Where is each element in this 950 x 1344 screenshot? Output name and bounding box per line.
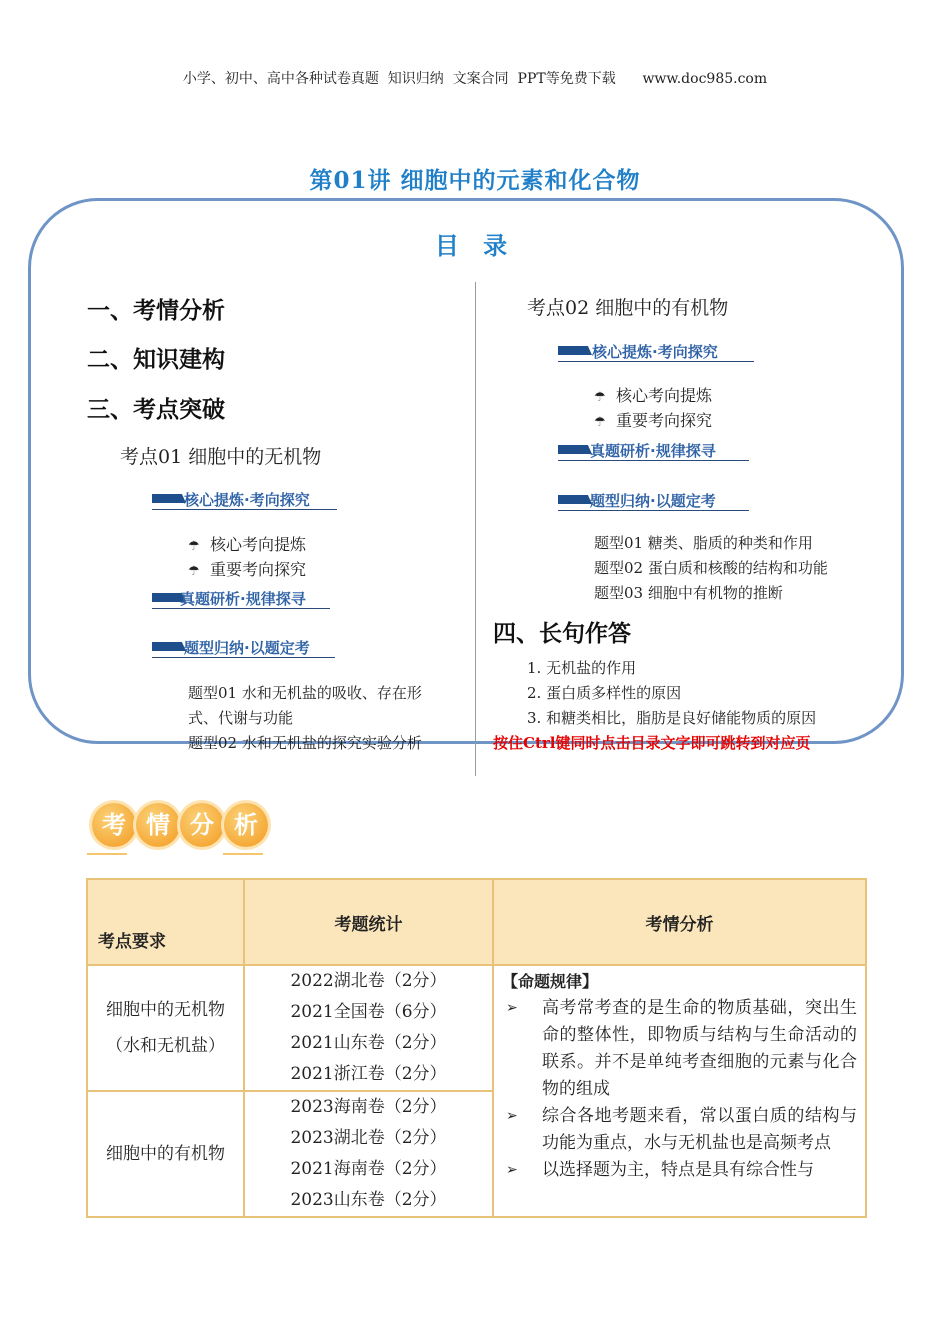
stats-cell: [244, 965, 493, 1091]
stats-cell: [244, 1091, 493, 1217]
point-text: 综合各地考题来看，常以蛋白质的结构与功能为重点，水与无机盐也是高频考点: [542, 1106, 857, 1153]
bullet-label: 核心考向提炼: [210, 535, 307, 554]
toc-link-kaodian-01[interactable]: 考点01 细胞中的无机物: [120, 446, 322, 468]
requirement-line: （水和无机盐）: [106, 1036, 225, 1056]
toc-link-real-2[interactable]: [558, 440, 749, 461]
badge-char-4: 析: [224, 803, 268, 847]
point-text: 高考常考查的是生命的物质基础，突出生命的整体性，即物质与结构与生命活动的联系。并不是单纯考查细胞的元素与化合物的组成: [542, 998, 857, 1099]
bar-label: 真题研析·规律探寻: [180, 590, 306, 608]
toc-link-types-2[interactable]: [558, 490, 749, 511]
point-text: 以选择题为主，特点是具有综合性与: [542, 1160, 814, 1180]
badge-char-2: 情: [136, 803, 180, 847]
toc-link-core-tips-2[interactable]: [594, 383, 712, 406]
bar-marker: [558, 346, 592, 355]
bar-label: 核心提炼·考向探究: [592, 343, 718, 361]
stat-line: 2021浙江卷（2分）: [290, 1064, 447, 1084]
bar-marker: [152, 642, 186, 651]
badge-underline-left: [87, 853, 127, 855]
toc-link-type2-01[interactable]: 题型01 糖类、脂质的种类和作用: [594, 534, 813, 552]
toc-link-type-01a[interactable]: 题型01 水和无机盐的吸收、存在形: [188, 684, 422, 702]
toc-link-core-tips-1[interactable]: [188, 532, 306, 555]
toc-link-core-1[interactable]: [152, 489, 337, 510]
toc-link-long-answer[interactable]: 四、长句作答: [493, 620, 631, 647]
list-item: [502, 995, 857, 1103]
toc-link-type-01b[interactable]: 式、代谢与功能: [188, 709, 294, 727]
page-header: 小学、初中、高中各种试卷真题 知识归纳 文案合同 PPT等免费下载 www.doc985.com: [182, 71, 768, 87]
requirement-line: 细胞中的无机物: [106, 1000, 225, 1020]
umbrella-icon: ☂: [594, 390, 606, 405]
stat-line: 2022湖北卷（2分）: [290, 971, 447, 991]
header-requirement: 考点要求: [87, 879, 244, 965]
header-analysis: 考情分析: [493, 879, 866, 965]
requirement-line: 细胞中的有机物: [106, 1144, 225, 1164]
requirement-cell: [87, 1091, 244, 1217]
badge-char-3: 分: [180, 803, 224, 847]
stat-line: 2023湖北卷（2分）: [290, 1128, 447, 1148]
toc-link-core-2[interactable]: [558, 341, 754, 362]
badge-char-1: 考: [92, 803, 136, 847]
bullet-label: 重要考向探究: [616, 411, 713, 430]
toc-link-type2-02[interactable]: 题型02 蛋白质和核酸的结构和功能: [594, 559, 828, 577]
toc-frame: [28, 198, 904, 744]
bar-label: 核心提炼·考向探究: [184, 491, 310, 509]
toc-link-kaodian-02[interactable]: 考点02 细胞中的有机物: [527, 297, 729, 319]
badge-underline-right: [223, 853, 263, 855]
bullet-label: 重要考向探究: [210, 560, 307, 579]
analysis-list: [502, 995, 857, 1184]
toc-link-breakthrough[interactable]: 三、考点突破: [87, 396, 225, 423]
bar-label: 题型归纳·以题定考: [184, 639, 310, 657]
kaoqing-badge: [87, 803, 267, 859]
toc-link-type-02[interactable]: 题型02 水和无机盐的探究实验分析: [188, 734, 422, 752]
umbrella-icon: ☂: [188, 539, 200, 554]
bar-marker: [152, 494, 186, 503]
table-row: [87, 965, 866, 1091]
bullet-label: 核心考向提炼: [616, 386, 713, 405]
table-header-row: [87, 879, 866, 965]
toc-link-explore-1[interactable]: [188, 557, 306, 580]
analysis-cell: [493, 965, 866, 1217]
header-stats: 考题统计: [244, 879, 493, 965]
toc-title: 目 录: [434, 231, 516, 260]
stat-line: 2021全国卷（6分）: [290, 1002, 447, 1022]
stat-line: 2021山东卷（2分）: [290, 1033, 447, 1053]
stat-line: 2021海南卷（2分）: [290, 1159, 447, 1179]
toc-link-types-1[interactable]: [152, 637, 335, 658]
list-item: [502, 1157, 857, 1184]
arrow-bullet-icon: ➢: [506, 1108, 518, 1124]
toc-link-knowledge[interactable]: 二、知识建构: [87, 346, 225, 373]
arrow-bullet-icon: ➢: [506, 1000, 518, 1016]
exam-analysis-table: [86, 878, 867, 1218]
toc-divider: [475, 282, 476, 776]
stat-line: 2023山东卷（2分）: [290, 1190, 447, 1210]
bar-marker: [558, 495, 592, 504]
ctrl-click-tip: 按住Ctrl键同时点击目录文字即可跳转到对应页: [493, 734, 811, 752]
bar-marker: [558, 445, 592, 454]
bar-label: 真题研析·规律探寻: [590, 442, 716, 460]
umbrella-icon: ☂: [188, 564, 200, 579]
toc-link-analysis[interactable]: 一、考情分析: [87, 297, 225, 324]
stat-line: 2023海南卷（2分）: [290, 1097, 447, 1117]
requirement-cell: [87, 965, 244, 1091]
bar-label: 题型归纳·以题定考: [590, 492, 716, 510]
toc-link-long-1[interactable]: 1. 无机盐的作用: [527, 659, 637, 677]
list-item: [502, 1103, 857, 1157]
lecture-title: 第01讲 细胞中的元素和化合物: [309, 167, 641, 194]
toc-link-type2-03[interactable]: 题型03 细胞中有机物的推断: [594, 584, 783, 602]
toc-link-explore-2[interactable]: [594, 408, 712, 431]
umbrella-icon: ☂: [594, 415, 606, 430]
rule-title: 【命题规律】: [502, 972, 599, 991]
toc-link-long-3[interactable]: 3. 和糖类相比，脂肪是良好储能物质的原因: [527, 709, 817, 727]
toc-link-real-1[interactable]: [152, 588, 330, 609]
arrow-bullet-icon: ➢: [506, 1162, 518, 1178]
toc-link-long-2[interactable]: 2. 蛋白质多样性的原因: [527, 684, 682, 702]
